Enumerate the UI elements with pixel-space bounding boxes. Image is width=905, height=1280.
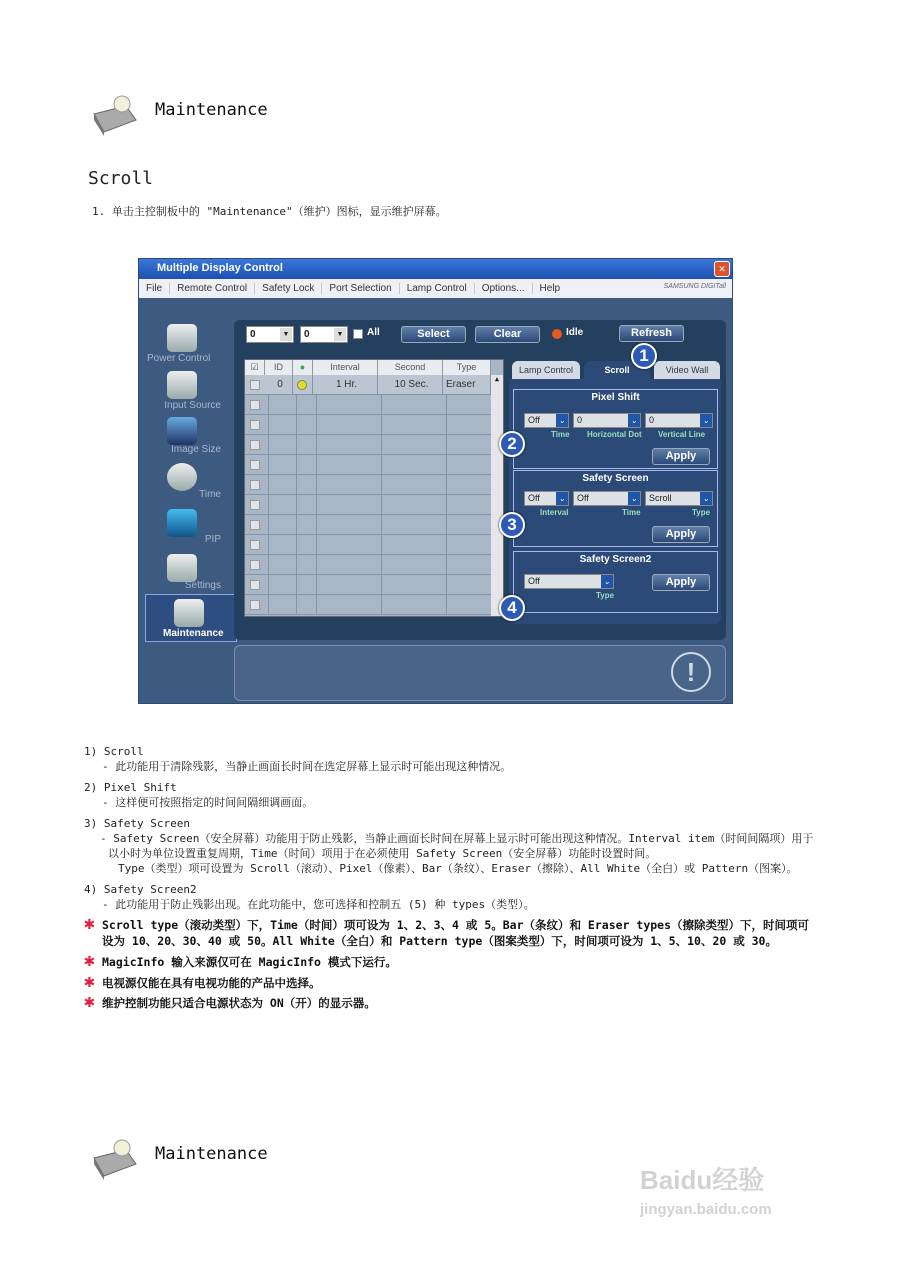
cell-divider [265, 495, 269, 515]
table-row[interactable] [245, 455, 491, 475]
sidebar-image-size[interactable]: Image Size [147, 417, 233, 463]
row-checkbox[interactable] [250, 540, 260, 550]
sidebar-input-source[interactable]: Input Source [147, 371, 233, 417]
cell-divider [313, 435, 317, 455]
cell-divider [293, 575, 297, 595]
asterisk-icon: ✱ [84, 970, 95, 992]
pip-icon [167, 509, 197, 537]
table-row[interactable] [245, 555, 491, 575]
cell-divider [443, 575, 447, 595]
section-title: Scroll [88, 168, 154, 189]
item-title: 2) Pixel Shift [84, 781, 177, 794]
watermark-logo: Baidu经验 jingyan.baidu.com [640, 1165, 772, 1218]
type-label: Type [692, 508, 711, 517]
cell-divider [293, 555, 297, 575]
power-icon [167, 324, 197, 352]
cell-divider [313, 455, 317, 475]
select-button[interactable]: Select [401, 326, 466, 343]
menu-port-selection[interactable]: Port Selection [322, 283, 399, 294]
asterisk-icon: ✱ [84, 913, 95, 934]
table-row[interactable] [245, 435, 491, 455]
menu-remote-control[interactable]: Remote Control [170, 283, 255, 294]
table-row[interactable] [245, 475, 491, 495]
cell-divider [313, 495, 317, 515]
item-text: - 此功能用于清除残影，当静止画面长时间在选定屏幕上显示时可能出现这种情况。 [102, 760, 512, 773]
menu-safety-lock[interactable]: Safety Lock [255, 283, 322, 294]
cell-id: 0 [265, 375, 293, 395]
menu-help[interactable]: Help [539, 283, 561, 294]
item-text: - 这样便可按照指定的时间间隔细调画面。 [102, 796, 314, 809]
info-icon: ! [671, 652, 711, 692]
scroll-panel [509, 379, 721, 624]
pixel-shift-apply-button[interactable]: Apply [652, 448, 710, 465]
cell-divider [265, 415, 269, 435]
safety-time-select[interactable]: Off ⌄ [573, 491, 641, 506]
cell-interval: 1 Hr. [313, 375, 378, 395]
sidebar-settings[interactable]: Settings [147, 554, 233, 600]
status-indicator-icon [552, 329, 562, 339]
cell-divider [293, 435, 297, 455]
table-row[interactable] [245, 575, 491, 595]
cell-divider [265, 535, 269, 555]
clear-button[interactable]: Clear [475, 326, 540, 343]
table-row[interactable] [245, 395, 491, 415]
cell-divider [313, 475, 317, 495]
cell-divider [313, 395, 317, 415]
col-second: Second [378, 360, 443, 375]
input-icon [167, 371, 197, 399]
cell-divider [313, 595, 317, 615]
cell-divider [443, 515, 447, 535]
maintenance-icon [90, 1136, 140, 1180]
item-title: 4) Safety Screen2 [84, 883, 197, 896]
display-table [244, 359, 504, 617]
menu-bar [139, 279, 732, 298]
safety-screen-apply-button[interactable]: Apply [652, 526, 710, 543]
vertical-line-label: Vertical Line [658, 430, 706, 439]
item-title: 1) Scroll [84, 745, 144, 758]
callout-badge-3: 3 [499, 512, 525, 538]
cell-type: Eraser [443, 375, 491, 395]
item-title: 3) Safety Screen [84, 817, 190, 830]
settings-icon [167, 554, 197, 582]
cell-divider [265, 595, 269, 615]
status-icon [293, 375, 313, 395]
col-type: Type [443, 360, 491, 375]
safety2-type-select[interactable]: Off ⌄ [524, 574, 614, 589]
safety-screen2-group [513, 551, 718, 613]
sidebar-maintenance[interactable]: Maintenance [145, 594, 237, 642]
window-title: Multiple Display Control [139, 259, 732, 279]
row-checkbox[interactable] [250, 600, 260, 610]
cell-divider [378, 435, 382, 455]
safety-screen-group [513, 470, 718, 547]
cell-divider [265, 555, 269, 575]
menu-lamp-control[interactable]: Lamp Control [400, 283, 475, 294]
brand-logo: SAMSUNG DIGITall [663, 283, 726, 290]
cell-divider [293, 475, 297, 495]
cell-divider [265, 455, 269, 475]
cell-divider [443, 535, 447, 555]
cell-second: 10 Sec. [378, 375, 443, 395]
row-checkbox[interactable] [250, 380, 260, 390]
col-status-icon: ● [293, 360, 313, 375]
table-row[interactable] [245, 595, 491, 615]
type-label: Type [596, 591, 615, 600]
cell-divider [378, 575, 382, 595]
asterisk-icon: ✱ [84, 991, 95, 1012]
cell-divider [293, 595, 297, 615]
row-checkbox[interactable] [250, 520, 260, 530]
row-checkbox[interactable] [250, 420, 260, 430]
cell-divider [443, 415, 447, 435]
interval-label: Interval [540, 508, 569, 517]
time-label: Time [622, 508, 641, 517]
sidebar-time[interactable]: Time [147, 463, 233, 509]
asterisk-icon: ✱ [84, 950, 95, 971]
cell-divider [313, 555, 317, 575]
cell-divider [443, 435, 447, 455]
cell-divider [265, 575, 269, 595]
page-header-title: Maintenance [155, 100, 268, 120]
cell-divider [265, 515, 269, 535]
safety-interval-select[interactable]: Off ⌄ [524, 491, 569, 506]
description-list [84, 744, 814, 1012]
cell-divider [293, 535, 297, 555]
cell-divider [265, 435, 269, 455]
item-text: - 此功能用于防止残影出现。在此功能中，您可选择和控制五 (5) 种 types（类型）。 [102, 898, 535, 911]
cell-divider [443, 555, 447, 575]
tab-scroll[interactable]: Scroll [584, 361, 650, 379]
cell-divider [378, 515, 382, 535]
tab-lamp-control[interactable]: Lamp Control [512, 361, 580, 379]
row-checkbox[interactable] [250, 460, 260, 470]
all-checkbox[interactable] [353, 329, 363, 339]
item-text: - Safety Screen（安全屏幕）功能用于防止残影，当静止画面长时间在屏幕上显示时可能出现这种情况。Interval item（时间间隔项）用于以小时为单位设置重复周期，Time（时间）项用于在必须使用 Safety Screen（安全屏幕）功能时设置时间。 [100, 832, 814, 860]
horizontal-dot-label: Horizontal Dot [587, 430, 642, 439]
cell-divider [378, 415, 382, 435]
row-checkbox[interactable] [250, 500, 260, 510]
all-label: All [367, 327, 380, 338]
horizontal-dot-select[interactable]: 0 ⌄ [573, 413, 641, 428]
vertical-line-select[interactable]: 0 ⌄ [645, 413, 713, 428]
time-label: Time [551, 430, 570, 439]
cell-divider [443, 495, 447, 515]
table-row[interactable] [245, 495, 491, 515]
col-interval: Interval [313, 360, 378, 375]
callout-badge-2: 2 [499, 431, 525, 457]
cell-divider [443, 595, 447, 615]
pixel-shift-group [513, 389, 718, 469]
cell-divider [265, 395, 269, 415]
callout-badge-4: 4 [499, 595, 525, 621]
close-icon[interactable]: ✕ [714, 261, 730, 277]
item-text: Type（类型）项可设置为 Scroll（滚动）、Pixel（像素）、Bar（条纹）、Eraser（擦除）、All White（全白）或 Pattern（图案）。 [118, 862, 798, 875]
cell-divider [293, 455, 297, 475]
cell-divider [313, 415, 317, 435]
message-area [234, 645, 726, 701]
tab-video-wall[interactable]: Video Wall [654, 361, 720, 379]
table-row[interactable] [245, 415, 491, 435]
col-id: ID [265, 360, 293, 375]
refresh-button[interactable]: Refresh [619, 325, 684, 342]
clock-icon [167, 463, 197, 491]
table-scrollbar[interactable]: ▲ [491, 375, 503, 616]
select-all-header-checkbox[interactable]: ☑ [245, 360, 265, 375]
footer-header-title: Maintenance [155, 1144, 268, 1164]
table-row[interactable] [245, 535, 491, 555]
row-checkbox[interactable] [250, 580, 260, 590]
table-row[interactable] [245, 515, 491, 535]
cell-divider [313, 515, 317, 535]
menu-file[interactable]: File [139, 283, 170, 294]
display-start-select[interactable]: 0 ▼ [246, 326, 294, 343]
cell-divider [293, 415, 297, 435]
sidebar-pip[interactable]: PIP [147, 509, 233, 555]
pixel-shift-title: Pixel Shift [591, 392, 640, 403]
cell-divider [293, 395, 297, 415]
row-checkbox[interactable] [250, 440, 260, 450]
cell-divider [378, 495, 382, 515]
safety-screen2-apply-button[interactable]: Apply [652, 574, 710, 591]
callout-badge-1: 1 [631, 343, 657, 369]
cell-divider [378, 475, 382, 495]
maintenance-icon [90, 92, 140, 136]
note: ✱ MagicInfo 输入来源仅可在 MagicInfo 模式下运行。 [84, 950, 397, 971]
row-checkbox[interactable] [250, 560, 260, 570]
table-row[interactable] [245, 375, 491, 395]
cell-divider [378, 535, 382, 555]
note: ✱ Scroll type（滚动类型）下，Time（时间）项可设为 1、2、3、4 或 5。Bar（条纹）和 Eraser types（擦除类型）下，时间项可设为 10、20、30、40 或 50。All White（全白）和 Pattern type（图案类型）下，时间项可设为 1、5、10、20 或 30。 [84, 913, 810, 948]
safety-screen2-title: Safety Screen2 [579, 554, 652, 565]
row-checkbox[interactable] [250, 480, 260, 490]
status-text: Idle [566, 327, 584, 338]
note: ✱ 电视源仅能在具有电视功能的产品中选择。 [84, 970, 321, 992]
cell-divider [443, 475, 447, 495]
maintenance-icon [174, 599, 204, 627]
menu-options[interactable]: Options... [475, 283, 533, 294]
display-end-select[interactable]: 0 ▼ [300, 326, 348, 343]
safety-screen-title: Safety Screen [582, 473, 649, 484]
pixel-shift-time-select[interactable]: Off ⌄ [524, 413, 569, 428]
cell-divider [378, 455, 382, 475]
sidebar-power-control[interactable]: Power Control [147, 324, 233, 370]
cell-divider [378, 595, 382, 615]
cell-divider [443, 395, 447, 415]
cell-divider [313, 535, 317, 555]
note: ✱ 维护控制功能只适合电源状态为 ON（开）的显示器。 [84, 991, 376, 1012]
cell-divider [378, 395, 382, 415]
cell-divider [293, 515, 297, 535]
row-checkbox[interactable] [250, 400, 260, 410]
cell-divider [378, 555, 382, 575]
mdc-window [138, 258, 733, 704]
cell-divider [293, 495, 297, 515]
cell-divider [443, 455, 447, 475]
cell-divider [313, 575, 317, 595]
image-size-icon [167, 417, 197, 445]
step-1: 1. 单击主控制板中的 "Maintenance"（维护）图标，显示维护屏幕。 [92, 205, 447, 218]
cell-divider [265, 475, 269, 495]
safety-type-select[interactable]: Scroll ⌄ [645, 491, 713, 506]
